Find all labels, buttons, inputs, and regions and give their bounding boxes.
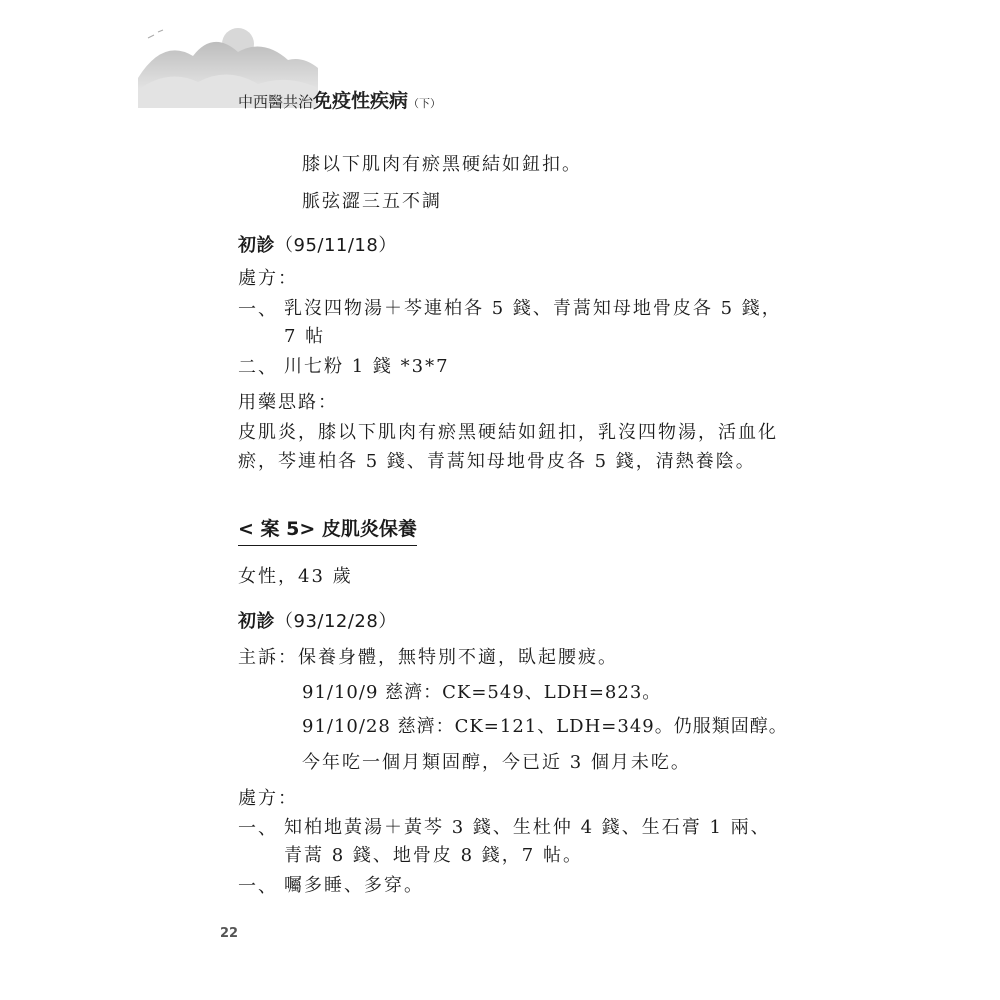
- list-marker: 一、: [238, 299, 278, 320]
- visit-date: （95/11/18）: [275, 235, 397, 256]
- complaint-text: 保養身體，無特別不適，臥起腰疲。: [298, 647, 618, 668]
- visit-date: （93/12/28）: [275, 611, 397, 632]
- prescription-text: 乳沒四物湯＋芩連柏各 5 錢、青蒿知母地骨皮各 5 錢，7 帖: [284, 298, 782, 347]
- prescription-text: 囑多睡、多穿。: [284, 875, 424, 896]
- chief-complaint: [238, 643, 618, 669]
- book-title-prefix: 中西醫共治: [238, 93, 314, 111]
- continuation-line-2: 脈弦澀三五不調: [302, 191, 442, 212]
- prescription-label: 處方：: [238, 788, 298, 809]
- book-title-main: 免疫性疾病: [313, 90, 409, 112]
- prescription-item: [238, 295, 784, 351]
- history-line: 91/10/9 慈濟：CK=549、LDH=823。: [302, 682, 662, 703]
- history-line: 91/10/28 慈濟：CK=121、LDH=349。仍服類固醇。: [302, 716, 788, 737]
- patient-info: 女性，43 歲: [238, 566, 353, 587]
- list-marker: 一、: [238, 818, 278, 839]
- book-title: [238, 86, 441, 113]
- prescription-item: [238, 353, 784, 381]
- visit-heading: [238, 607, 397, 633]
- list-marker: 一、: [238, 876, 278, 897]
- prescription-text: 知柏地黃湯＋黃芩 3 錢、生杜仲 4 錢、生石膏 1 兩、青蒿 8 錢、地骨皮 8 錢，7 帖。: [284, 817, 771, 866]
- rationale-text: 皮肌炎，膝以下肌肉有瘀黑硬結如鈕扣，乳沒四物湯，活血化瘀，芩連柏各 5 錢、青蒿知母地骨皮各 5 錢，清熱養陰。: [238, 422, 778, 472]
- book-title-volume: （下）: [408, 97, 442, 110]
- visit-label: 初診: [238, 235, 275, 256]
- prescription-item: [238, 814, 784, 870]
- visit-label: 初診: [238, 611, 275, 632]
- prescription-label: 處方：: [238, 268, 298, 289]
- history-line: 今年吃一個月類固醇，今已近 3 個月未吃。: [302, 752, 691, 773]
- prescription-text: 川七粉 1 錢 *3*7: [284, 356, 450, 377]
- prescription-item: [238, 872, 784, 900]
- list-marker: 二、: [238, 357, 278, 378]
- visit-heading: [238, 231, 397, 257]
- complaint-label: 主訴：: [238, 647, 298, 668]
- continuation-line-1: 膝以下肌肉有瘀黑硬結如鈕扣。: [302, 154, 582, 175]
- page-number: 22: [220, 926, 239, 941]
- rationale-label: 用藥思路：: [238, 392, 338, 413]
- case-title: < 案 5> 皮肌炎保養: [238, 514, 417, 546]
